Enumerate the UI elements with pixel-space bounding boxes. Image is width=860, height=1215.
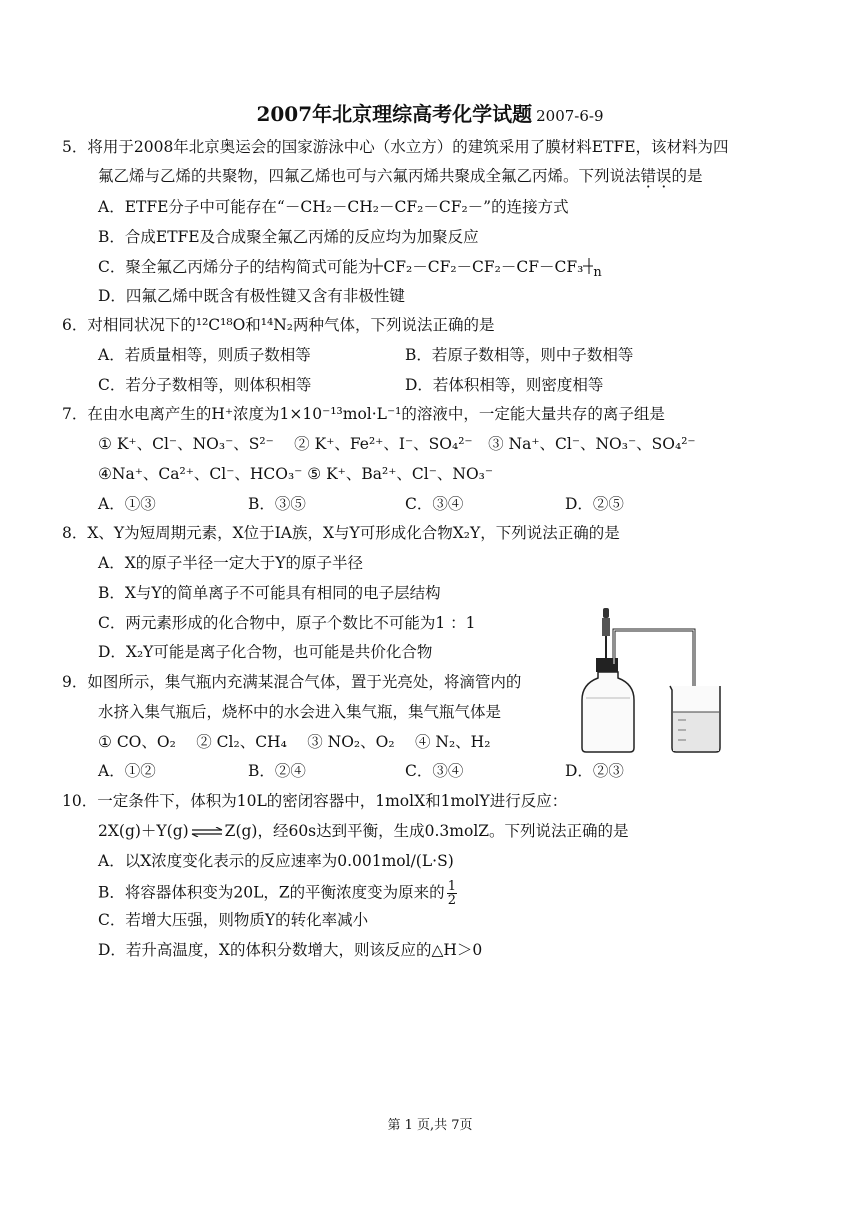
q6-option-d: D．若体积相等，则密度相等	[405, 376, 604, 394]
q9-option-d: D．②③	[565, 762, 624, 780]
fraction-numerator: 1	[447, 879, 456, 894]
q5-option-c	[98, 257, 602, 281]
q8-option-b: B．X与Y的简单离子不可能具有相同的电子层结构	[98, 584, 441, 602]
q10-option-b	[98, 880, 457, 907]
q5-stem-line2	[98, 166, 703, 186]
q7-option-b: B．③⑤	[248, 495, 306, 513]
polymer-formula	[373, 257, 602, 281]
q7-stem: 7．在由水电离产生的H⁺浓度为1×10⁻¹³mol·L⁻¹的溶液中，一定能大量共存的离子组是	[62, 405, 665, 423]
q10-option-b-text: B．将容器体积变为20L，Z的平衡浓度变为原来的	[98, 883, 445, 902]
q9-stem-line1: 9．如图所示，集气瓶内充满某混合气体，置于光亮处，将滴管内的	[62, 673, 522, 691]
q7-option-c: C．③④	[405, 495, 464, 513]
q9-option-c: C．③④	[405, 762, 464, 780]
q8-stem: 8．X、Y为短周期元素，X位于IA族，X与Y可形成化合物X₂Y，下列说法正确的是	[62, 524, 620, 542]
q7-option-d: D．②⑤	[565, 495, 624, 513]
q10-equation	[98, 821, 629, 841]
q10-equation-products: Z(g)，经60s达到平衡，生成0.3molZ。下列说法正确的是	[224, 822, 629, 840]
q10-option-a: A．以X浓度变化表示的反应速率为0.001mol/(L·S)	[98, 852, 454, 870]
q7-ion-row2: ④Na⁺、Ca²⁺、Cl⁻、HCO₃⁻ ⑤ K⁺、Ba²⁺、Cl⁻、NO₃⁻	[98, 465, 494, 483]
q5-option-d: D．四氟乙烯中既含有极性键又含有非极性键	[98, 287, 405, 305]
q5-option-c-text: C．聚全氟乙丙烯分子的结构简式可能为	[98, 258, 374, 276]
q10-stem: 10．一定条件下，体积为10L的密闭容器中，1molX和1molY进行反应：	[62, 792, 568, 810]
beaker-icon	[670, 686, 720, 752]
q8-option-c: C．两元素形成的化合物中，原子个数比不可能为1 ：1	[98, 614, 476, 632]
q5-emph-char: 误	[656, 167, 672, 185]
q10-option-d: D．若升高温度，X的体积分数增大，则该反应的△H＞0	[98, 941, 483, 959]
title-date: 2007-6-9	[536, 107, 604, 125]
title-main: 2007年北京理综高考化学试题	[256, 102, 533, 126]
q9-stem-line2: 水挤入集气瓶后，烧杯中的水会进入集气瓶，集气瓶气体是	[98, 703, 502, 721]
q6-option-a: A．若质量相等，则质子数相等	[98, 346, 311, 364]
q5-option-a: A．ETFE分子中可能存在“－CH₂－CH₂－CF₂－CF₂－”的连接方式	[98, 198, 569, 216]
q6-option-c: C．若分子数相等，则体积相等	[98, 376, 312, 394]
q5-stem-line1: 5．将用于2008年北京奥运会的国家游泳中心（水立方）的建筑采用了膜材料ETFE，该材料为四	[62, 138, 729, 156]
q5-option-b: B．合成ETFE及合成聚全氟乙丙烯的反应均为加聚反应	[98, 228, 479, 246]
q8-option-a: A．X的原子半径一定大于Y的原子半径	[98, 554, 363, 572]
gas-bottle-icon	[582, 672, 634, 752]
polymer-bracket-left	[373, 257, 383, 275]
q8-option-d: D．X₂Y可能是离子化合物，也可能是共价化合物	[98, 643, 433, 661]
page-title	[0, 98, 860, 127]
q5-emph-char: 错	[640, 167, 657, 185]
page-footer: 第 1 页,共 7页	[387, 1118, 473, 1133]
polymer-n: n	[593, 265, 602, 281]
fraction-denominator: 2	[447, 893, 456, 908]
q7-option-a: A．①③	[98, 495, 156, 513]
q10-equation-reactants: 2X(g)＋Y(g)	[98, 822, 189, 840]
polymer-bracket-right	[583, 257, 593, 275]
q10-option-c: C．若增大压强，则物质Y的转化率减小	[98, 911, 369, 929]
q9-option-a: A．①②	[98, 762, 156, 780]
fraction-one-half	[447, 880, 457, 907]
q6-stem: 6．对相同状况下的¹²C¹⁸O和¹⁴N₂两种气体，下列说法正确的是	[62, 316, 495, 334]
q9-option-b: B．②④	[248, 762, 306, 780]
q6-option-b: B．若原子数相等，则中子数相等	[405, 346, 634, 364]
equilibrium-arrow-icon	[191, 827, 223, 837]
q5-stem-post: 的是	[671, 167, 703, 185]
q9-gas-options: ① CO、O₂ ② Cl₂、CH₄ ③ NO₂、O₂ ④ N₂、H₂	[98, 733, 491, 751]
gas-bottle-apparatus-figure	[578, 608, 728, 753]
q7-ion-row1: ① K⁺、Cl⁻、NO₃⁻、S²⁻ ② K⁺、Fe²⁺、I⁻、SO₄²⁻ ③ Na⁺、Cl⁻、NO₃⁻、SO₄²⁻	[98, 435, 696, 453]
polymer-repeat-unit: CF₂－CF₂－CF₂－CF－CF₃	[383, 258, 584, 276]
q5-stem-pre: 氟乙烯与乙烯的共聚物，四氟乙烯也可与六氟丙烯共聚成全氟乙丙烯。下列说法	[98, 167, 641, 185]
